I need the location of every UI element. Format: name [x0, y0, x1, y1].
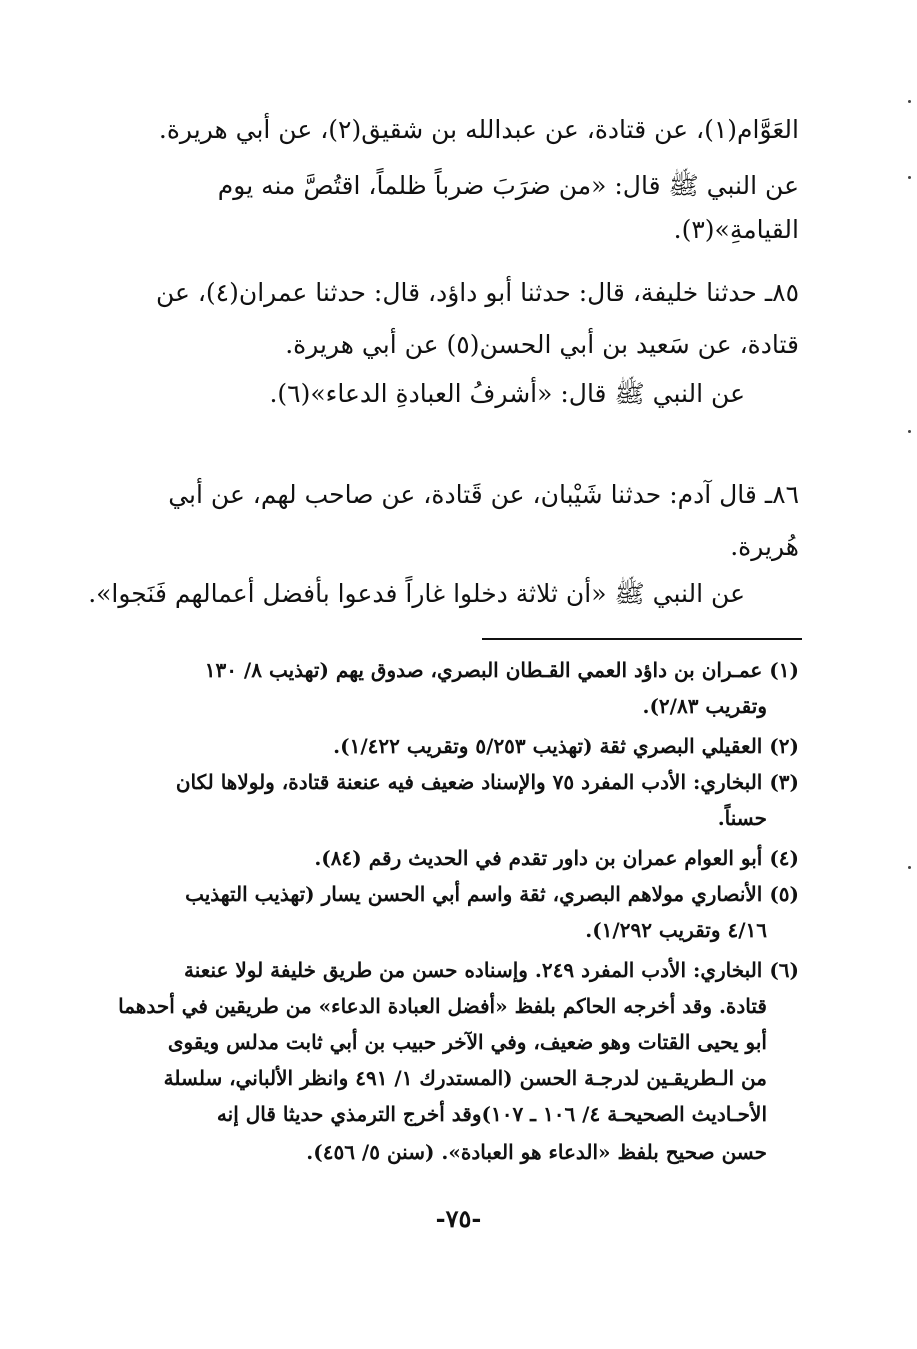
- footnote-line: من الـطريقـين لدرجـة الحسن (المستدرك ١/ ٤٩١ وانظر الألباني، سلسلة: [163, 1066, 767, 1090]
- main-text-line: قتادة، عن سَعيد بن أبي الحسن(٥) عن أبي هريرة.: [285, 330, 799, 359]
- main-text-line: العَوَّام(١)، عن قتادة، عن عبدالله بن شقيق(٢)، عن أبي هريرة.: [158, 115, 799, 144]
- scan-edge-mark: [908, 866, 911, 869]
- footnote-line: (١) عمـران بن داؤد العمي القـطان البصري، صدوق يهم (تهذيب ٨/ ١٣٠: [204, 658, 799, 682]
- footnote-line: قتادة. وقد أخرجه الحاكم بلفظ «أفضل العبادة الدعاء» من طريقين في أحدهما: [118, 994, 767, 1018]
- scan-edge-mark: [908, 430, 911, 433]
- main-text-line: ٨٦ـ قال آدم: حدثنا شَيْبان، عن قَتادة، عن صاحب لهم، عن أبي: [168, 480, 799, 509]
- main-text-line: ٨٥ـ حدثنا خليفة، قال: حدثنا أبو داؤد، قال: حدثنا عمران(٤)، عن: [155, 278, 799, 307]
- footnote-line: حسن صحيح بلفظ «الدعاء هو العبادة». (سنن ٥/ ٤٥٦).: [306, 1140, 767, 1164]
- footnote-line: وتقريب ٢/٨٣).: [642, 694, 767, 718]
- footnote-line: الأحـاديث الصحيحـة ٤/ ١٠٦ ـ ١٠٧)وقد أخرج الترمذي حديثا قال إنه: [216, 1102, 767, 1126]
- footnote-line: (٤) أبو العوام عمران بن داور تقدم في الحديث رقم (٨٤).: [314, 846, 799, 870]
- main-text-line: عن النبي ﷺ «أن ثلاثة دخلوا غاراً فدعوا بأفضل أعمالهم فَنَجوا».: [88, 579, 745, 608]
- footnote-line: ٤/١٦ وتقريب ١/٢٩٢).: [585, 918, 767, 942]
- footnote-line: (٥) الأنصاري مولاهم البصري، ثقة واسم أبي الحسن يسار (تهذيب التهذيب: [185, 882, 799, 906]
- main-text-line: هُريرة.: [730, 532, 799, 561]
- footnote-line: (٦) البخاري: الأدب المفرد ٢٤٩. وإسناده حسن من طريق خليفة لولا عنعنة: [184, 958, 799, 982]
- main-text-line: عن النبي ﷺ قال: «أشرفُ العبادةِ الدعاء»(٦).: [269, 379, 745, 408]
- main-text-line: القيامةِ»(٣).: [673, 215, 799, 244]
- page-number: -٧٥-: [435, 1204, 482, 1233]
- main-text-line: عن النبي ﷺ قال: «من ضرَبَ ضرباً ظلماً، اقتُصَّ منه يوم: [217, 171, 799, 200]
- scan-edge-mark: [908, 100, 911, 103]
- scan-edge-mark: [908, 176, 911, 179]
- footnote-line: (٣) البخاري: الأدب المفرد ٧٥ والإسناد ضعيف فيه عنعنة قتادة، ولولاها لكان: [175, 770, 799, 794]
- footnote-separator: [482, 638, 802, 640]
- footnote-line: (٢) العقيلي البصري ثقة (تهذيب ٥/٢٥٣ وتقريب ١/٤٢٢).: [333, 734, 799, 758]
- footnote-line: حسناً.: [717, 806, 767, 830]
- footnote-line: أبو يحيى القتات وهو ضعيف، وفي الآخر حبيب بن أبي ثابت مدلس ويقوى: [167, 1030, 767, 1054]
